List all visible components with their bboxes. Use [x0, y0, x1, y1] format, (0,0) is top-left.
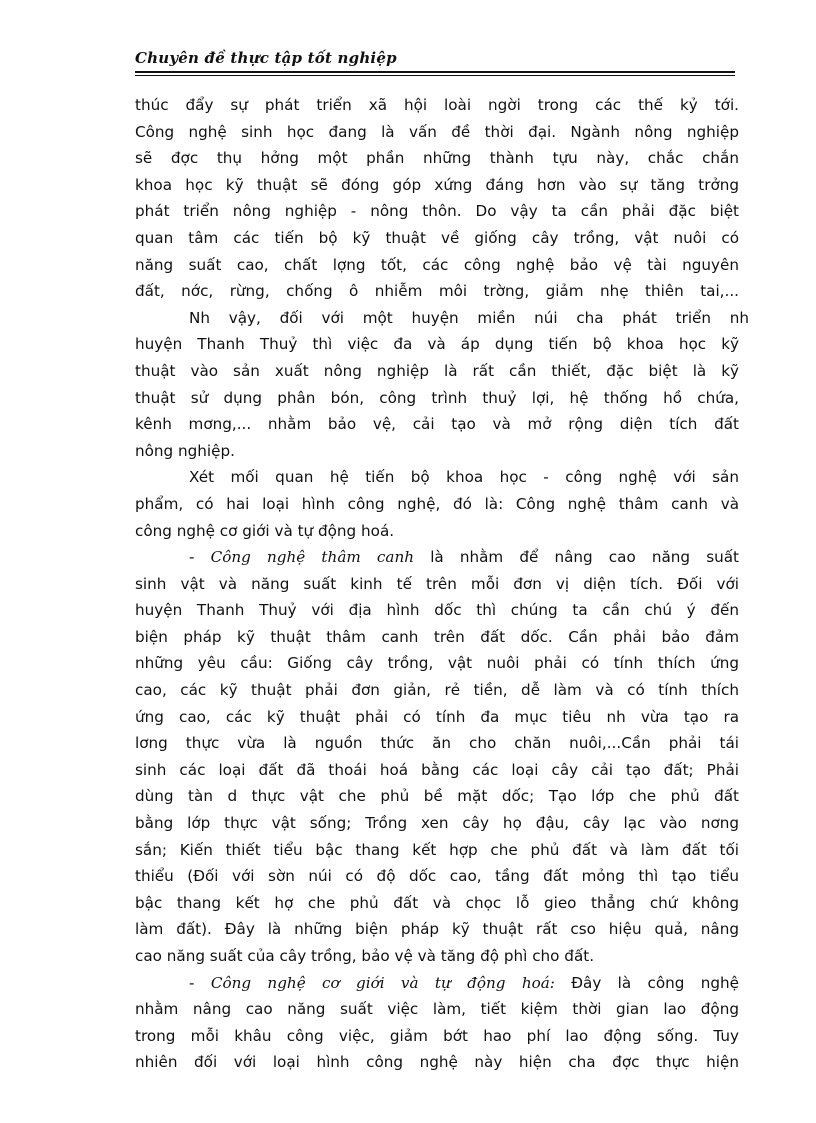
text-line: làm đất). Đây là những biện pháp kỹ thuật rất cso hiệu quả, nâng	[135, 920, 739, 939]
body-text	[135, 92, 749, 1076]
text-line: đất, nớc, rừng, chống ô nhiễm môi trờng, giảm nhẹ thiên tai,...	[135, 282, 739, 301]
text-line: sắn; Kiến thiết tiểu bậc thang kết hợp che phủ đất và làm đất tối	[135, 840, 739, 859]
text-line-mixed	[135, 544, 739, 571]
text-line: dùng tàn d thực vật che phủ bề mặt dốc; Tạo lớp che phủ đất	[135, 787, 739, 806]
text-line: Nh vậy, đối với một huyện miền núi cha phát triển nh	[189, 308, 749, 327]
text-span: Đây là công nghệ	[571, 973, 739, 992]
text-line: trong mỗi khâu công việc, giảm bớt hao phí lao động sống. Tuy	[135, 1026, 739, 1045]
text-line: quan tâm các tiến bộ kỹ thuật về giống cây trồng, vật nuôi có	[135, 228, 739, 247]
text-line-mixed	[135, 970, 739, 997]
dash: -	[189, 973, 211, 992]
dash: -	[189, 548, 211, 567]
text-line: cao, các kỹ thuật phải đơn giản, rẻ tiền, dễ làm và có tính thích	[135, 681, 739, 700]
text-span: là nhằm để nâng cao năng suất	[430, 548, 739, 567]
text-line: Công nghệ sinh học đang là vấn đề thời đại. Ngành nông nghiệp	[135, 122, 739, 141]
header-rule-thick	[135, 71, 735, 73]
text-line: nhằm nâng cao năng suất việc làm, tiết kiệm thời gian lao động	[135, 1000, 739, 1019]
text-line: kênh mơng,... nhằm bảo vệ, cải tạo và mở rộng diện tích đất	[135, 415, 739, 434]
text-line: sẽ đợc thụ hởng một phần những thành tựu này, chắc chắn	[135, 149, 739, 168]
page-header	[135, 48, 735, 70]
text-line: ứng cao, các kỹ thuật phải có tính đa mục tiêu nh vừa tạo ra	[135, 707, 739, 726]
text-line: nhiên đối với loại hình công nghệ này hiện cha đợc thực hiện	[135, 1053, 739, 1072]
text-line: Xét mối quan hệ tiến bộ khoa học - công nghệ với sản	[189, 468, 739, 487]
text-line: phát triển nông nghiệp - nông thôn. Do vậy ta cần phải đặc biệt	[135, 202, 739, 221]
header-rule-thin	[135, 75, 735, 76]
text-line: bậc thang kết hợ che phủ đất và chọc lỗ gieo thẳng chứ không	[135, 893, 739, 912]
text-line: huyện Thanh Thuỷ thì việc đa và áp dụng tiến bộ khoa học kỹ	[135, 335, 739, 354]
text-line: thiểu (Đối với sờn núi có độ dốc cao, tầng đất mỏng thì tạo tiểu	[135, 867, 739, 886]
text-line: công nghệ cơ giới và tự động hoá.	[135, 521, 395, 540]
text-line: nông nghiệp.	[135, 441, 235, 460]
text-line: lơng thực vừa là nguồn thức ăn cho chăn nuôi,...Cần phải tái	[135, 734, 739, 753]
text-line: sinh vật và năng suất kinh tế trên mỗi đơn vị diện tích. Đối với	[135, 574, 739, 593]
text-line: biện pháp kỹ thuật thâm canh trên đất dốc. Cần phải bảo đảm	[135, 627, 739, 646]
text-line: thúc đẩy sự phát triển xã hội loài ngời trong các thế kỷ tới.	[135, 96, 739, 114]
text-line: khoa học kỹ thuật sẽ đóng góp xứng đáng hơn vào sự tăng trởng	[135, 175, 739, 194]
text-line: những yêu cầu: Giống cây trồng, vật nuôi phải có tính thích ứng	[135, 654, 739, 673]
text-line: cao năng suất của cây trồng, bảo vệ và tăng độ phì cho đất.	[135, 947, 595, 965]
text-line: thuật vào sản xuất nông nghiệp là rất cần thiết, đặc biệt là kỹ	[135, 361, 739, 380]
italic-term: Công nghệ cơ giới và tự động hoá:	[210, 973, 555, 992]
text-line: phẩm, có hai loại hình công nghệ, đó là: Công nghệ thâm canh và	[135, 494, 739, 513]
italic-term: Công nghệ thâm canh	[210, 548, 415, 567]
text-line: bằng lớp thực vật sống; Trồng xen cây họ đậu, cây lạc vào nơng	[135, 814, 739, 833]
text-line: năng suất cao, chất lợng tốt, các công nghệ bảo vệ tài nguyên	[135, 255, 739, 274]
text-line: huyện Thanh Thuỷ với địa hình dốc thì chúng ta cần chú ý đến	[135, 601, 739, 620]
header-title: Chuyên đề thực tập tốt nghiệp	[135, 49, 397, 67]
text-line: sinh các loại đất đã thoái hoá bằng các loại cây cải tạo đất; Phải	[135, 760, 739, 779]
text-line: thuật sử dụng phân bón, công trình thuỷ lợi, hệ thống hồ chứa,	[135, 388, 739, 407]
